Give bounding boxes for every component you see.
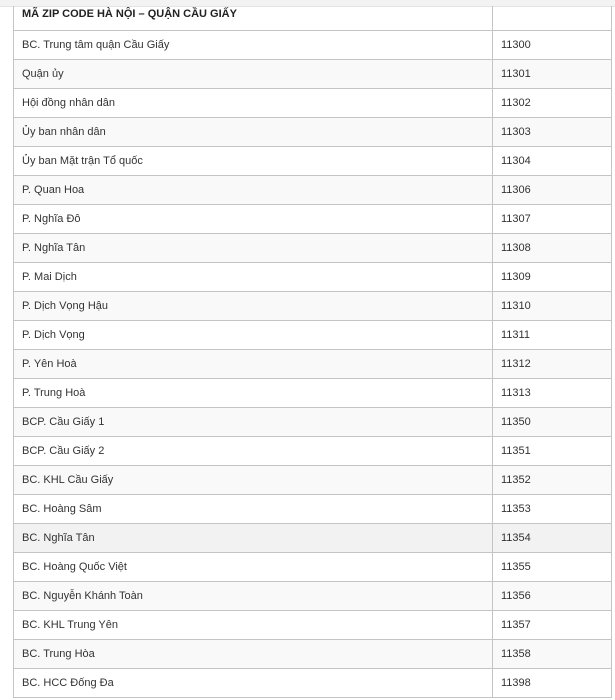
row-name: BC. Trung Hòa (14, 640, 493, 669)
row-code: 11350 (493, 408, 612, 437)
row-name: P. Nghĩa Đô (14, 205, 493, 234)
row-code: 11311 (493, 321, 612, 350)
row-code: 11356 (493, 582, 612, 611)
row-name: BC. KHL Trung Yên (14, 611, 493, 640)
table-row (14, 147, 612, 176)
row-name: P. Quan Hoa (14, 176, 493, 205)
row-code: 11308 (493, 234, 612, 263)
table-row (14, 495, 612, 524)
table-row (14, 176, 612, 205)
table-row (14, 263, 612, 292)
row-name: BCP. Cầu Giấy 1 (14, 408, 493, 437)
row-name: P. Dịch Vọng Hậu (14, 292, 493, 321)
row-name: Ủy ban nhân dân (14, 118, 493, 147)
row-code: 11302 (493, 89, 612, 118)
row-code: 11353 (493, 495, 612, 524)
row-code: 11303 (493, 118, 612, 147)
table-row (14, 611, 612, 640)
row-code: 11301 (493, 60, 612, 89)
row-name: BC. Hoàng Sâm (14, 495, 493, 524)
row-code: 11352 (493, 466, 612, 495)
row-code: 11307 (493, 205, 612, 234)
table-row (14, 466, 612, 495)
row-code: 11309 (493, 263, 612, 292)
row-name: Hội đồng nhân dân (14, 89, 493, 118)
table-row (14, 60, 612, 89)
row-code: 11313 (493, 379, 612, 408)
row-name: Quận ủy (14, 60, 493, 89)
row-code: 11357 (493, 611, 612, 640)
row-code: 11312 (493, 350, 612, 379)
table-row (14, 437, 612, 466)
row-name: BC. KHL Cầu Giấy (14, 466, 493, 495)
row-code: 11300 (493, 31, 612, 60)
row-name: BC. Trung tâm quận Cầu Giấy (14, 31, 493, 60)
row-code: 11306 (493, 176, 612, 205)
row-code: 11398 (493, 669, 612, 698)
row-name: BCP. Cầu Giấy 2 (14, 437, 493, 466)
row-code: 11310 (493, 292, 612, 321)
table-row (14, 292, 612, 321)
row-name: BC. Nguyễn Khánh Toàn (14, 582, 493, 611)
table-row (14, 669, 612, 698)
row-name: BC. Hoàng Quốc Việt (14, 553, 493, 582)
row-code: 11355 (493, 553, 612, 582)
row-name: BC. HCC Đống Đa (14, 669, 493, 698)
table-row (14, 640, 612, 669)
table-row (14, 118, 612, 147)
table-row (14, 350, 612, 379)
row-name: P. Dịch Vọng (14, 321, 493, 350)
row-name: P. Trung Hoà (14, 379, 493, 408)
row-code: 11358 (493, 640, 612, 669)
table-header-title: MÃ ZIP CODE HÀ NỘI – QUẬN CẦU GIẤY (14, 6, 493, 31)
table-header-row (14, 6, 612, 31)
row-code: 11351 (493, 437, 612, 466)
table-row (14, 524, 612, 553)
row-code: 11304 (493, 147, 612, 176)
row-code: 11354 (493, 524, 612, 553)
table-header-code (493, 6, 612, 31)
row-name: P. Nghĩa Tân (14, 234, 493, 263)
zip-code-table (13, 6, 612, 698)
table-row (14, 89, 612, 118)
table-row (14, 234, 612, 263)
table-row (14, 582, 612, 611)
table-row (14, 321, 612, 350)
row-name: P. Yên Hoà (14, 350, 493, 379)
table-row (14, 408, 612, 437)
row-name: P. Mai Dịch (14, 263, 493, 292)
row-name: Ủy ban Mặt trận Tổ quốc (14, 147, 493, 176)
table-row (14, 31, 612, 60)
table-row (14, 553, 612, 582)
row-name: BC. Nghĩa Tân (14, 524, 493, 553)
table-row (14, 379, 612, 408)
table-row (14, 205, 612, 234)
